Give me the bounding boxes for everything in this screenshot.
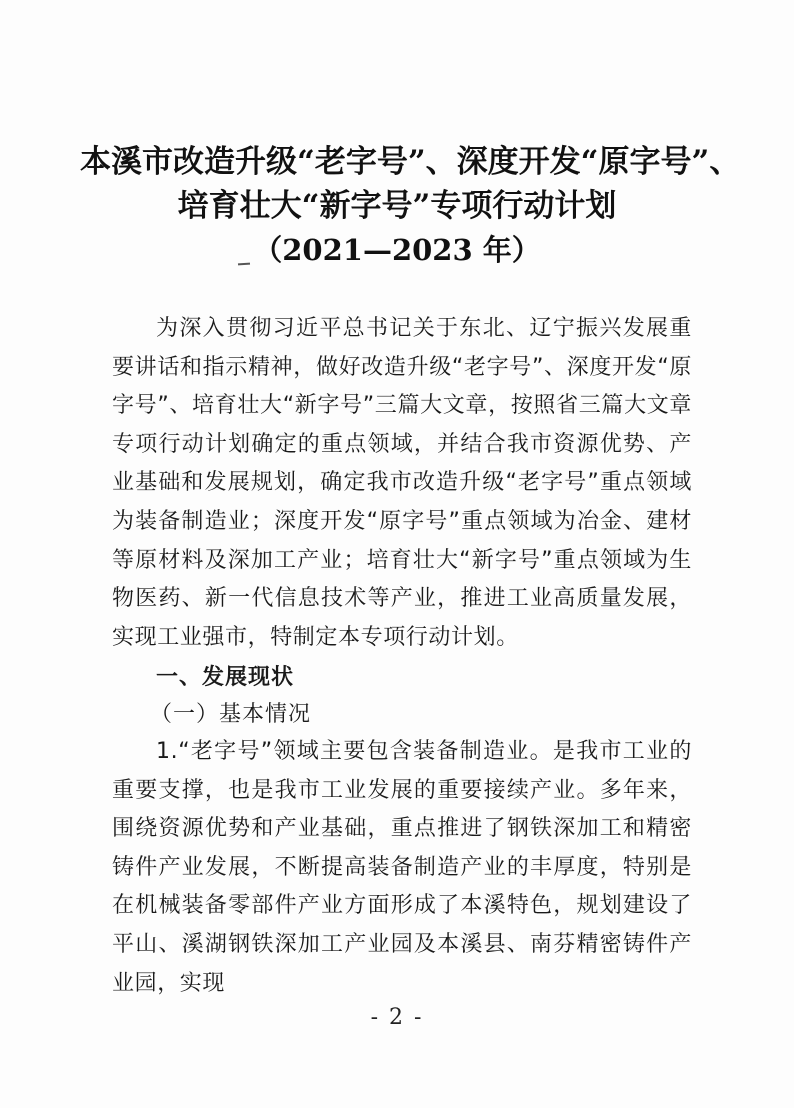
section-heading: 一、发展现状 <box>156 665 295 690</box>
title-line-2: 培育壮大“新字号”专项行动计划 <box>177 188 617 224</box>
body-paragraph-1: 1.“老字号”领域主要包含装备制造业。是我市工业的重要支撑，也是我市工业发展的重要接续产业。多年来，围绕资源优势和产业基础，重点推进了钢铁深加工和精密铸件产业发展，不断提高装备制造产业的丰厚度，特别是在机械装备零部件产业方面形成了本溪特色，规划建设了平山、溪湖钢铁深加工产业园及本溪县、南芬精密铸件产业园，实现 <box>112 739 692 996</box>
title-line-year: （2021—2023 年） <box>253 233 541 267</box>
subsection-heading: （一）基本情况 <box>150 702 312 727</box>
document-title <box>80 140 741 272</box>
page-number: - 2 - <box>370 1005 424 1030</box>
title-line-1: 本溪市改造升级“老字号”、深度开发“原字号”、 <box>80 144 741 180</box>
intro-paragraph: 为深入贯彻习近平总书记关于东北、辽宁振兴发展重要讲话和指示精神，做好改造升级“老字号”、深度开发“原字号”、培育壮大“新字号”三篇大文章，按照省三篇大文章专项行动计划确定的重点领域，并结合我市资源优势、产业基础和发展规划，确定我市改造升级“老字号”重点领域为装备制造业；深度开发“原字号”重点领域为冶金、建材等原材料及深加工产业；培育壮大“新字号”重点领域为生物医药、新一代信息技术等产业，推进工业高质量发展，实现工业强市，特制定本专项行动计划。 <box>112 316 692 650</box>
